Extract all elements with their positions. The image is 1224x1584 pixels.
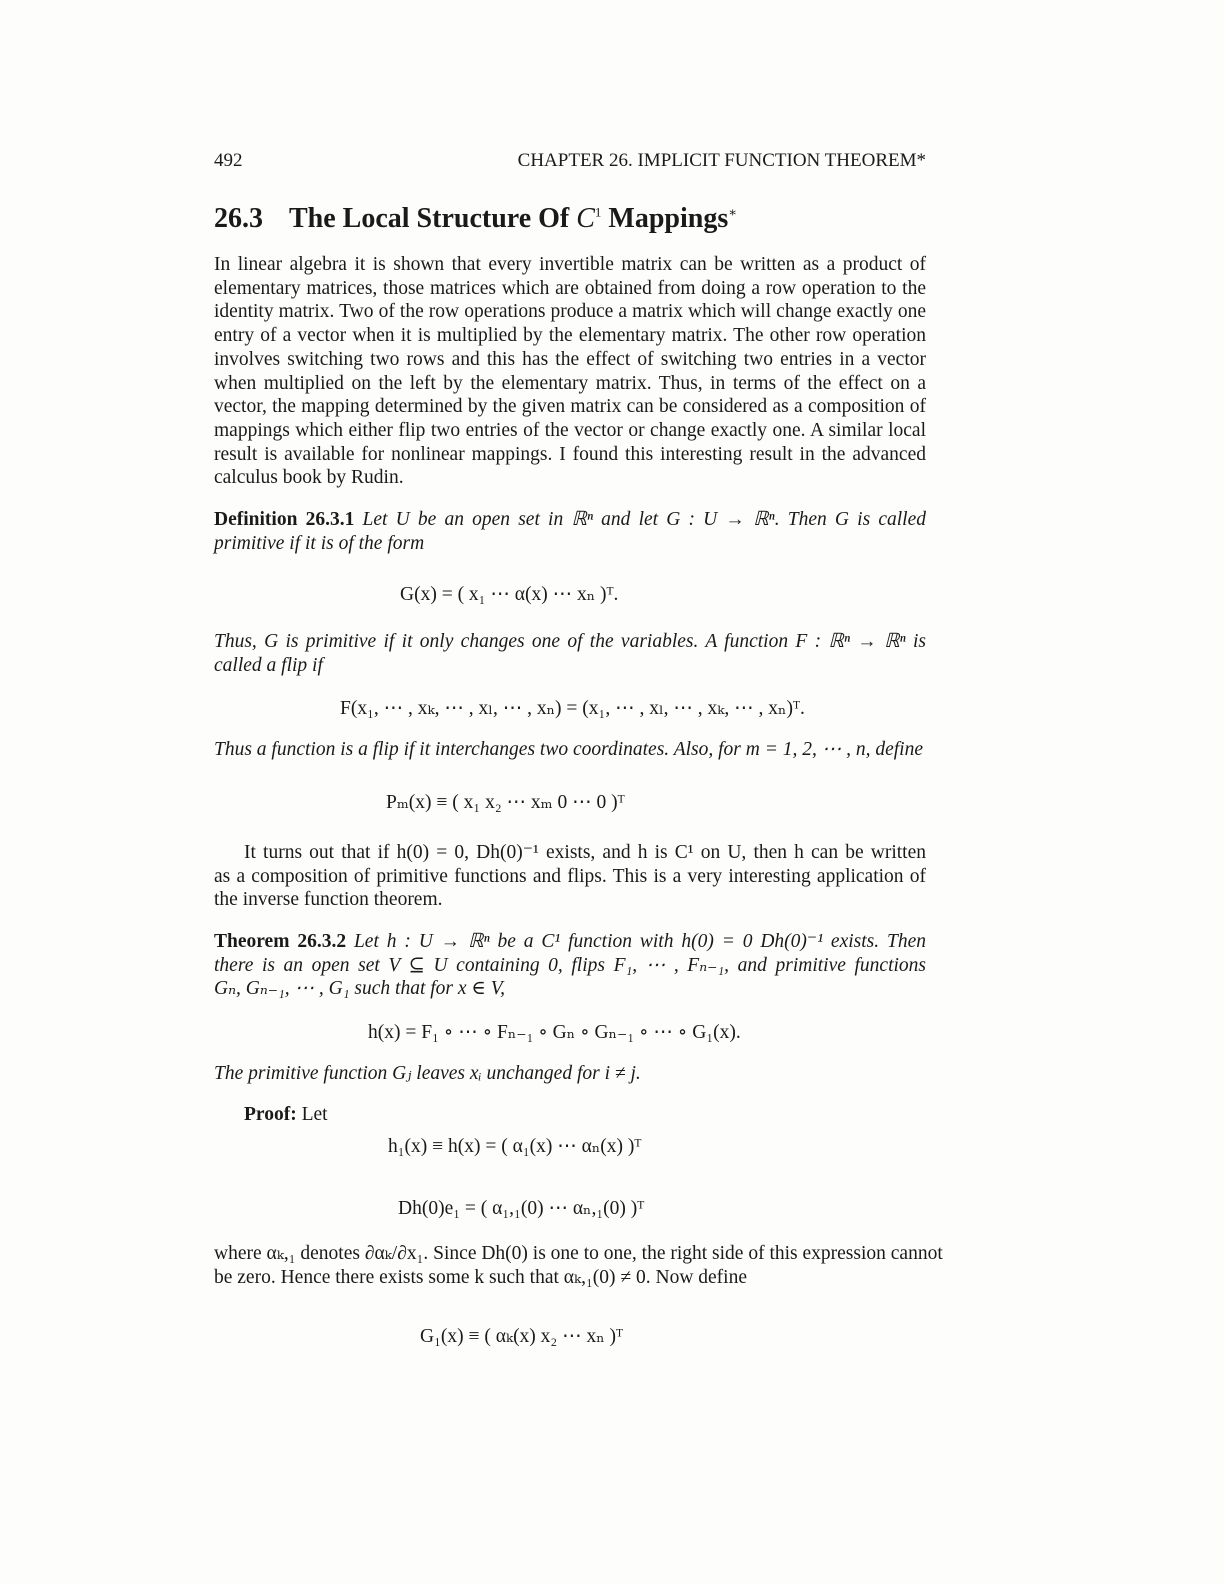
text-line: mappings which either flip two entries of the vector or change exactly one. A similar local xyxy=(214,419,926,441)
theorem-line xyxy=(214,930,926,954)
text-line: where αₖ,₁ denotes ∂αₖ/∂x₁. Since Dh(0) is one to one, the right side of this expression cannot xyxy=(214,1243,943,1264)
theorem-label: Theorem 26.3.2 xyxy=(214,931,347,952)
theorem-text: Let h : U → ℝⁿ be a C¹ function with h(0) = 0 Dh(0)⁻¹ exists. Then xyxy=(353,931,926,952)
intro-paragraph xyxy=(214,253,926,490)
definition-text: primitive if it is of the form xyxy=(214,532,425,554)
running-header: CHAPTER 26. IMPLICIT FUNCTION THEOREM* xyxy=(517,150,926,171)
theorem-note xyxy=(214,1062,926,1086)
equation-G1: G₁(x) ≡ ( αₖ(x) x₂ ⋯ xₙ )ᵀ xyxy=(420,1326,624,1347)
equation-decomposition: h(x) = F₁ ∘ ⋯ ∘ Fₙ₋₁ ∘ Gₙ ∘ Gₙ₋₁ ∘ ⋯ ∘ G₁(x). xyxy=(368,1022,741,1043)
flip-explanation xyxy=(214,738,926,762)
section-title: The Local Structure Of $C^1$ Mappings∗ xyxy=(289,203,738,234)
theorem-block xyxy=(214,930,926,1001)
text-line: Thus a function is a flip if it interchanges two coordinates. Also, for m = 1, 2, ⋯ , n, define xyxy=(214,739,924,760)
text-line: when multiplied on the left by the elementary matrix. Thus, in terms of the effect on a xyxy=(214,372,926,394)
equation-P: Pₘ(x) ≡ ( x₁ x₂ ⋯ xₘ 0 ⋯ 0 )ᵀ xyxy=(386,792,625,813)
equation-Dh: Dh(0)e₁ = ( α₁,₁(0) ⋯ αₙ,₁(0) )ᵀ xyxy=(398,1198,645,1219)
text-line: elementary matrices, those matrices which are obtained from doing a row operation to the xyxy=(214,277,926,299)
section-heading xyxy=(214,203,737,235)
text-line: called a flip if xyxy=(214,654,323,676)
equation-primitive: G(x) = ( x₁ ⋯ α(x) ⋯ xₙ )ᵀ. xyxy=(400,584,619,605)
text-line: as a composition of primitive functions and flips. This is a very interesting application of xyxy=(214,865,926,887)
theorem-text: Gₙ, Gₙ₋₁, ⋯ , G₁ such that for x ∈ V, xyxy=(214,978,505,1000)
definition-text: Let U be an open set in ℝⁿ and let G : U → ℝⁿ. Then G is called xyxy=(362,509,926,530)
text-line: vector, the mapping determined by the given matrix can be considered as a composition of xyxy=(214,396,926,418)
text-line: be zero. Hence there exists some k such that αₖ,₁(0) ≠ 0. Now define xyxy=(214,1266,747,1288)
text-line: entry of a vector when it is multiplied by the elementary matrix. The other row operation xyxy=(214,325,926,347)
text-line: involves switching two rows and this has the effect of switching two entries in a vector xyxy=(214,348,926,370)
text-line: The primitive function Gⱼ leaves xᵢ unchanged for i ≠ j. xyxy=(214,1063,641,1084)
definition-line xyxy=(214,508,926,532)
text-line: the inverse function theorem. xyxy=(214,889,443,911)
turns-out-paragraph xyxy=(214,841,926,912)
page-number: 492 xyxy=(214,150,243,171)
definition-continued xyxy=(214,630,926,677)
proof-start xyxy=(244,1104,328,1126)
section-number: 26.3 xyxy=(214,203,263,234)
text-line: It turns out that if h(0) = 0, Dh(0)⁻¹ exists, and h is C¹ on U, then h can be written xyxy=(244,842,926,863)
definition-block xyxy=(214,508,926,555)
proof-text: Let xyxy=(301,1104,328,1125)
text-line: calculus book by Rudin. xyxy=(214,467,404,489)
proof-paragraph xyxy=(214,1242,943,1289)
proof-label: Proof: xyxy=(244,1104,297,1125)
text-line: Thus, G is primitive if it only changes one of the variables. A function F : ℝⁿ → ℝⁿ is xyxy=(214,631,926,652)
equation-flip: F(x₁, ⋯ , xₖ, ⋯ , xₗ, ⋯ , xₙ) = (x₁, ⋯ , xₗ, ⋯ , xₖ, ⋯ , xₙ)ᵀ. xyxy=(340,698,805,719)
text-line: identity matrix. Two of the row operations produce a matrix which will change exactly one xyxy=(214,301,926,323)
text-line: result is available for nonlinear mappings. I found this interesting result in the advanced xyxy=(214,443,926,465)
definition-label: Definition 26.3.1 xyxy=(214,509,355,530)
equation-h1: h₁(x) ≡ h(x) = ( α₁(x) ⋯ αₙ(x) )ᵀ xyxy=(388,1136,642,1157)
text-line: In linear algebra it is shown that every invertible matrix can be written as a product of xyxy=(214,254,926,275)
theorem-text: there is an open set V ⊆ U containing 0, flips F₁, ⋯ , Fₙ₋₁, and primitive functions xyxy=(214,954,926,976)
